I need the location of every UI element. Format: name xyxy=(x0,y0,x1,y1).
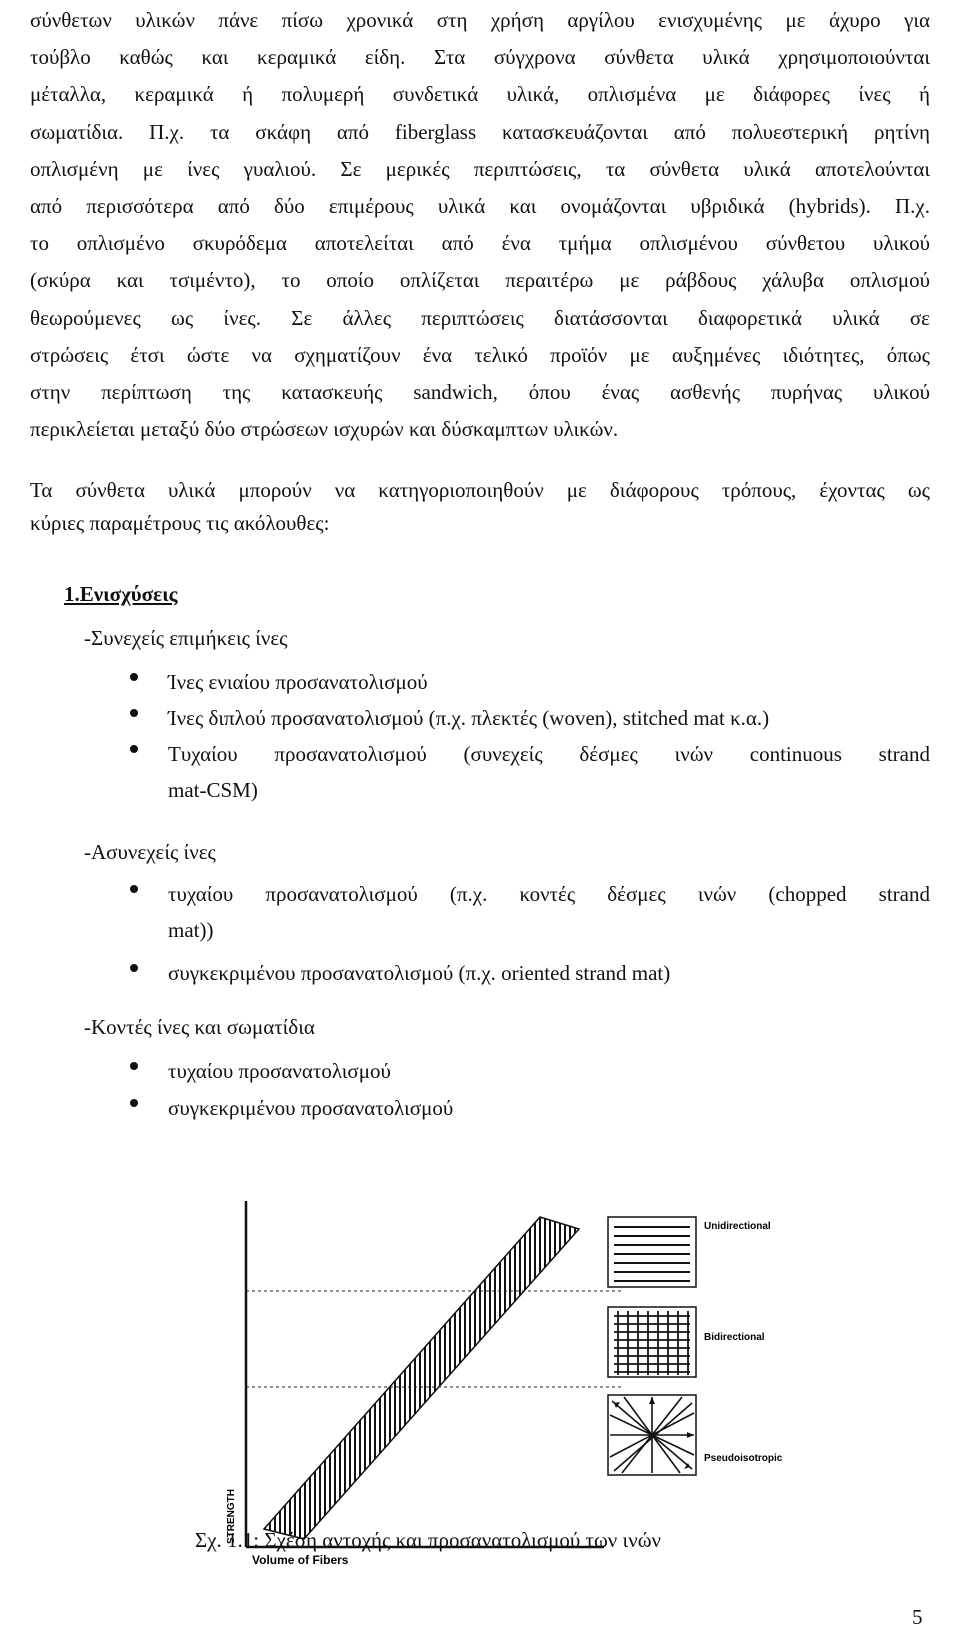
bidirectional-label: Bidirectional xyxy=(704,1332,765,1343)
bullet-icon xyxy=(130,964,138,972)
section-heading: 1.Ενισχύσεις xyxy=(64,582,178,606)
pseudoisotropic-label: Pseudoisotropic xyxy=(704,1453,783,1464)
paragraph-1-line: από περισσότερα από δύο επιμέρους υλικά και ονομάζονται υβριδικά (hybrids). Π.χ. xyxy=(30,194,930,219)
paragraph-1 xyxy=(30,2,930,448)
list-item-text: mat-CSM) xyxy=(168,778,258,802)
y-axis-label: STRENGTH xyxy=(226,1489,237,1544)
bullet-icon xyxy=(130,745,138,753)
x-axis-label: Volume of Fibers xyxy=(252,1553,349,1567)
figure-caption: Σχ. 1.1: Σχέση αντοχής και προσανατολισμού των ινών xyxy=(195,1528,662,1552)
bidirectional-box xyxy=(608,1307,696,1377)
paragraph-1-line: περικλείεται μεταξύ δύο στρώσεων ισχυρών και δύσκαμπτων υλικών. xyxy=(30,417,619,442)
unidirectional-box xyxy=(608,1217,696,1287)
pseudoisotropic-box xyxy=(608,1395,696,1475)
group-title-continuous-fibers: -Συνεχείς επιμήκεις ίνες xyxy=(84,626,288,650)
paragraph-1-line: σύνθετων υλικών πάνε πίσω χρονικά στη χρήση αργίλου ενισχυμένης με άχυρο για xyxy=(30,8,930,32)
paragraph-1-line: το οπλισμένο σκυρόδεμα αποτελείται από ένα τμήμα οπλισμένου σύνθετου υλικού xyxy=(30,231,930,256)
bullet-icon xyxy=(130,673,138,681)
paragraph-1-line: οπλισμένη με ίνες γυαλιού. Σε μερικές περιπτώσεις, τα σύνθετα υλικά αποτελούνται xyxy=(30,156,930,181)
strength-band xyxy=(264,1217,579,1539)
list-item-text: mat)) xyxy=(168,918,214,942)
paragraph-1-line: στρώσεις έτσι ώστε να σχηματίζουν ένα τελικό προϊόν με αυξημένες ιδιότητες, όπως xyxy=(30,342,930,367)
paragraph-1-line: (σκύρα και τσιμέντο), το οποίο οπλίζεται περαιτέρω με ράβδους χάλυβα οπλισμού xyxy=(30,268,930,293)
strength-vs-orientation-figure xyxy=(204,1199,796,1575)
list-item-text: Ίνες διπλού προσανατολισμού (π.χ. πλεκτές (woven), stitched mat κ.α.) xyxy=(168,706,770,730)
paragraph-2-line: κύριες παραμέτρους τις ακόλουθες: xyxy=(30,511,330,535)
paragraph-1-line: μέταλλα, κεραμικά ή πολυμερή συνδετικά υλικά, οπλισμένα με διάφορες ίνες ή xyxy=(30,82,930,107)
bullet-icon xyxy=(130,885,138,893)
list-item-text: συγκεκριμένου προσανατολισμού xyxy=(168,1096,454,1120)
paragraph-1-line: σωματίδια. Π.χ. τα σκάφη από fiberglass κατασκευάζονται από πολυεστερική ρητίνη xyxy=(30,119,930,144)
paragraph-1-line: τούβλο καθώς και κεραμικά είδη. Στα σύγχρονα σύνθετα υλικά χρησιμοποιούνται xyxy=(30,45,930,70)
list-item-text: Ίνες ενιαίου προσανατολισμού xyxy=(168,670,428,694)
bullet-icon xyxy=(130,1062,138,1070)
list-item-text: Τυχαίου προσανατολισμού (συνεχείς δέσμες ινών continuous strand xyxy=(168,742,930,766)
unidirectional-label: Unidirectional xyxy=(704,1221,771,1232)
group-title-short-fibers: -Κοντές ίνες και σωματίδια xyxy=(84,1015,315,1039)
list-item-text: τυχαίου προσανατολισμού (π.χ. κοντές δέσμες ινών (chopped strand xyxy=(168,882,930,906)
bullet-icon xyxy=(130,1099,138,1107)
paragraph-1-line: στην περίπτωση της κατασκευής sandwich, όπου ένας ασθενής πυρήνας υλικού xyxy=(30,380,930,405)
group-title-discontinuous-fibers: -Ασυνεχείς ίνες xyxy=(84,840,216,864)
list-item-text: τυχαίου προσανατολισμού xyxy=(168,1059,391,1083)
bullet-icon xyxy=(130,709,138,717)
page-number: 5 xyxy=(912,1605,923,1629)
paragraph-1-line: θεωρούμενες ως ίνες. Σε άλλες περιπτώσεις διατάσσονται διαφορετικά υλικά σε xyxy=(30,305,930,330)
paragraph-2 xyxy=(30,474,930,540)
paragraph-2-line: Τα σύνθετα υλικά μπορούν να κατηγοριοποιηθούν με διάφορους τρόπους, έχοντας ως xyxy=(30,478,930,502)
list-item-text: συγκεκριμένου προσανατολισμού (π.χ. oriented strand mat) xyxy=(168,961,671,985)
